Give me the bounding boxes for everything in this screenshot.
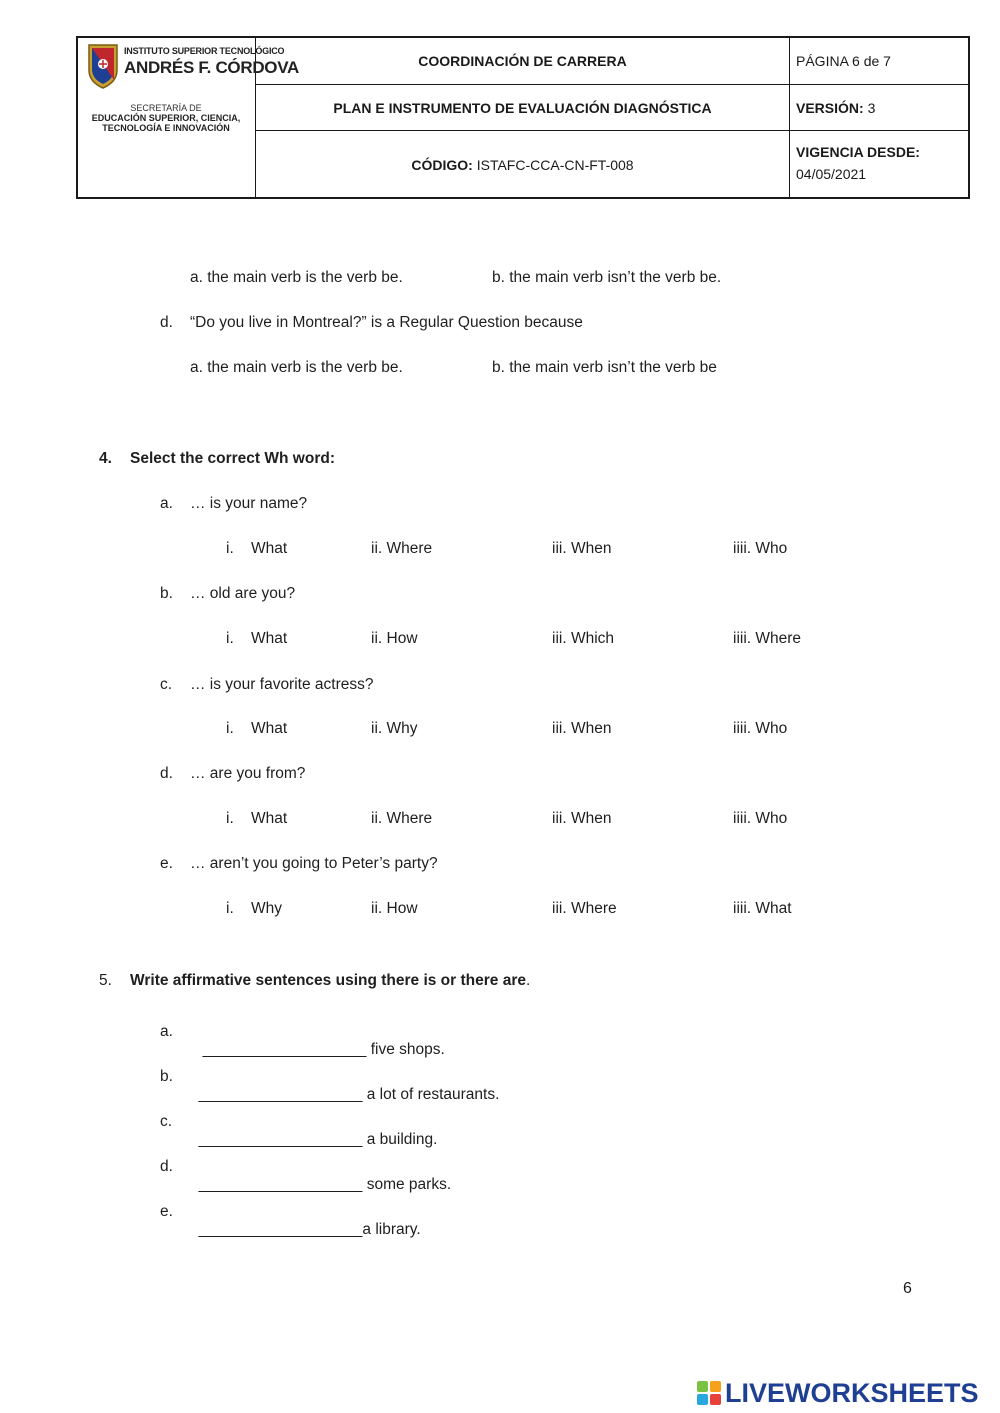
q4-option[interactable]: What: [251, 540, 288, 557]
q5-item: [190, 1203, 421, 1239]
codigo-value: ISTAFC-CCA-CN-FT-008: [472, 157, 634, 173]
logo-institute-line: INSTITUTO SUPERIOR TECNOLÓGICO: [124, 46, 285, 56]
q4-option[interactable]: iii. When: [552, 720, 612, 737]
version-value: 3: [863, 99, 876, 116]
page-number: 6: [903, 1280, 912, 1297]
version-field: [796, 85, 875, 130]
secretaria-label: SECRETARÍA DE: [130, 103, 202, 113]
coordinacion-title: COORDINACIÓN DE CARRERA: [418, 53, 627, 69]
codigo-label: CÓDIGO:: [411, 157, 473, 173]
q4-item-letter: c.: [160, 676, 173, 693]
q5-item: [190, 1158, 451, 1194]
answer-blank[interactable]: ___________________: [198, 1221, 363, 1238]
q5-item-letter: a.: [160, 1023, 173, 1040]
q4-option[interactable]: iiii. Who: [733, 810, 788, 827]
q4-number: 4.: [99, 450, 112, 467]
logo-institute-name: ANDRÉS F. CÓRDOVA: [124, 58, 299, 77]
q5-item-letter: e.: [160, 1203, 173, 1220]
q4-option[interactable]: What: [251, 810, 288, 827]
q4-option[interactable]: iiii. Where: [733, 630, 802, 647]
q4-option[interactable]: What: [251, 720, 288, 737]
q4-option[interactable]: ii. Why: [371, 720, 418, 737]
q3-c-option-a: a. the main verb is the verb be.: [190, 269, 403, 286]
q4-option[interactable]: iiii. What: [733, 900, 792, 917]
q4-option[interactable]: iiii. Who: [733, 540, 788, 557]
q4-option[interactable]: iii. Where: [552, 900, 617, 917]
q4-item-question: … are you from?: [190, 765, 306, 782]
q4-item-letter: e.: [160, 855, 173, 872]
q5-number: 5.: [99, 972, 112, 989]
codigo-field: [256, 131, 789, 199]
divider: [789, 38, 790, 197]
q4-option[interactable]: iii. When: [552, 810, 612, 827]
q4-option[interactable]: iii. When: [552, 540, 612, 557]
plan-title: PLAN E INSTRUMENTO DE EVALUACIÓN DIAGNÓSTICA: [333, 99, 712, 116]
document-header-table: [76, 36, 970, 199]
version-label: VERSIÓN:: [796, 99, 864, 116]
q3-d-question: “Do you live in Montreal?” is a Regular Question because: [190, 314, 583, 331]
q4-item-letter: d.: [160, 765, 173, 782]
q3-d-option-b: b. the main verb isn’t the verb be: [492, 359, 717, 376]
answer-blank[interactable]: ___________________: [198, 1131, 363, 1148]
q5-item-letter: d.: [160, 1158, 173, 1175]
liveworksheets-icon: [697, 1381, 721, 1405]
institute-logo: [86, 42, 299, 94]
secretaria-line: TECNOLOGÍA E INNOVACIÓN: [102, 123, 230, 133]
q4-option[interactable]: iii. Which: [552, 630, 615, 647]
vigencia-value: 04/05/2021: [796, 166, 867, 182]
q5-item-text: a lot of restaurants.: [362, 1086, 500, 1103]
q4-option[interactable]: iiii. Who: [733, 720, 788, 737]
q5-item-letter: b.: [160, 1068, 173, 1085]
q5-item-text: a library.: [362, 1221, 421, 1238]
secretaria-line: EDUCACIÓN SUPERIOR, CIENCIA,: [91, 113, 241, 123]
q5-item-letter: c.: [160, 1113, 173, 1130]
q4-item-letter: b.: [160, 585, 173, 602]
q5-item-text: five shops.: [366, 1041, 445, 1058]
answer-blank[interactable]: ___________________: [202, 1041, 367, 1058]
q5-item: [190, 1068, 499, 1104]
q4-item-question: … is your name?: [190, 495, 308, 512]
option-roman-i: i.: [226, 540, 234, 557]
q3-d-option-a: a. the main verb is the verb be.: [190, 359, 403, 376]
vigencia-field: [796, 144, 920, 182]
q5-title: [130, 972, 530, 990]
q4-option[interactable]: What: [251, 630, 288, 647]
q4-title: Select the correct Wh word:: [130, 450, 335, 467]
q4-item-letter: a.: [160, 495, 173, 512]
vigencia-label: VIGENCIA DESDE:: [796, 144, 920, 160]
q4-item-question: … aren’t you going to Peter’s party?: [190, 855, 438, 872]
liveworksheets-wordmark: LIVEWORKSHEETS: [725, 1377, 979, 1408]
pagina-field: PÁGINA 6 de 7: [796, 53, 891, 69]
q5-item-text: a building.: [362, 1131, 438, 1148]
answer-blank[interactable]: ___________________: [198, 1176, 363, 1193]
option-roman-i: i.: [226, 630, 234, 647]
q5-item: [190, 1113, 437, 1149]
q4-option[interactable]: ii. How: [371, 630, 418, 647]
q4-option[interactable]: ii. Where: [371, 810, 433, 827]
q4-item-question: … old are you?: [190, 585, 296, 602]
q4-option[interactable]: ii. Where: [371, 540, 433, 557]
q4-item-question: … is your favorite actress?: [190, 676, 374, 693]
option-roman-i: i.: [226, 810, 234, 827]
q3-c-option-b: b. the main verb isn’t the verb be.: [492, 269, 722, 286]
q4-option[interactable]: ii. How: [371, 900, 418, 917]
answer-blank[interactable]: ___________________: [198, 1086, 363, 1103]
q5-title-period: .: [525, 972, 531, 989]
q4-option[interactable]: Why: [251, 900, 282, 917]
q3-d-letter: d.: [160, 314, 173, 331]
option-roman-i: i.: [226, 900, 234, 917]
q5-item: [194, 1023, 445, 1059]
shield-icon: [86, 42, 120, 90]
option-roman-i: i.: [226, 720, 234, 737]
liveworksheets-logo: [697, 1378, 979, 1408]
q5-item-text: some parks.: [362, 1176, 452, 1193]
q5-title-text: Write affirmative sentences using there is or there are: [130, 972, 526, 989]
